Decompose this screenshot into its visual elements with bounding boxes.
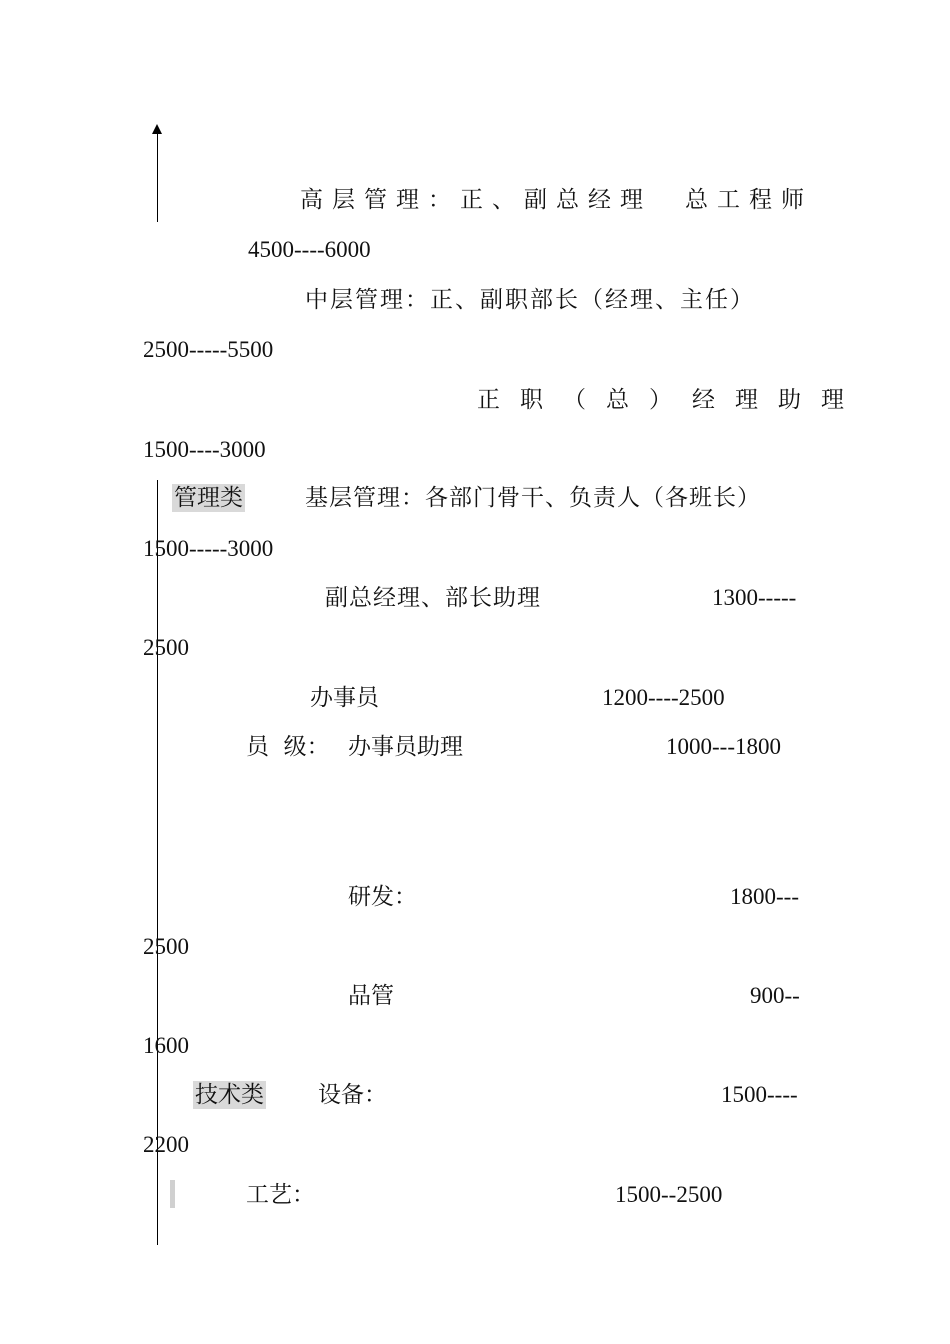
middle-mgmt-label: 中层管理：正、副职部长（经理、主任）	[305, 287, 755, 313]
rd-range-a: 1800---	[730, 884, 799, 909]
senior-mgmt-label: 高层管理：正、副总经理	[300, 187, 652, 213]
base-range: 1500-----3000	[143, 536, 274, 561]
clerk-label: 办事员	[310, 685, 379, 711]
qc-range-a: 900--	[750, 983, 800, 1008]
deputy-assist-label: 副总经理、部长助理	[325, 585, 541, 611]
middle-range: 2500-----5500	[143, 337, 274, 362]
deputy-range-a: 1300-----	[712, 585, 797, 610]
clerk-assist-range: 1000---1800	[666, 734, 781, 759]
category-tech: 技术类	[195, 1082, 264, 1108]
assistant-range: 1500----3000	[143, 437, 266, 462]
base-mgmt-label: 基层管理：各部门骨干、负责人（各班长）	[305, 485, 761, 511]
equipment-range-a: 1500----	[721, 1082, 798, 1107]
deputy-range-b: 2500	[143, 635, 189, 660]
assistant-label: 正职（总）经理助理	[477, 387, 864, 413]
arrow-shaft	[157, 132, 158, 222]
clerk-assist-label: 办事员助理	[348, 734, 463, 760]
process-range: 1500--2500	[615, 1182, 723, 1207]
category-mgmt: 管理类	[174, 485, 243, 511]
margin-marker	[170, 1180, 175, 1208]
qc-range-b: 1600	[143, 1033, 189, 1058]
senior-mgmt-extra: 总工程师	[685, 187, 813, 213]
rd-range-b: 2500	[143, 934, 189, 959]
equipment-range-b: 2200	[143, 1132, 189, 1157]
clerk-range: 1200----2500	[602, 685, 725, 710]
process-label: 工艺：	[246, 1182, 315, 1208]
qc-label: 品管	[348, 983, 394, 1009]
equipment-label: 设备：	[318, 1082, 387, 1108]
staff-level-label: 员 级：	[246, 734, 330, 760]
senior-range: 4500----6000	[248, 237, 371, 262]
rd-label: 研发：	[348, 884, 417, 910]
